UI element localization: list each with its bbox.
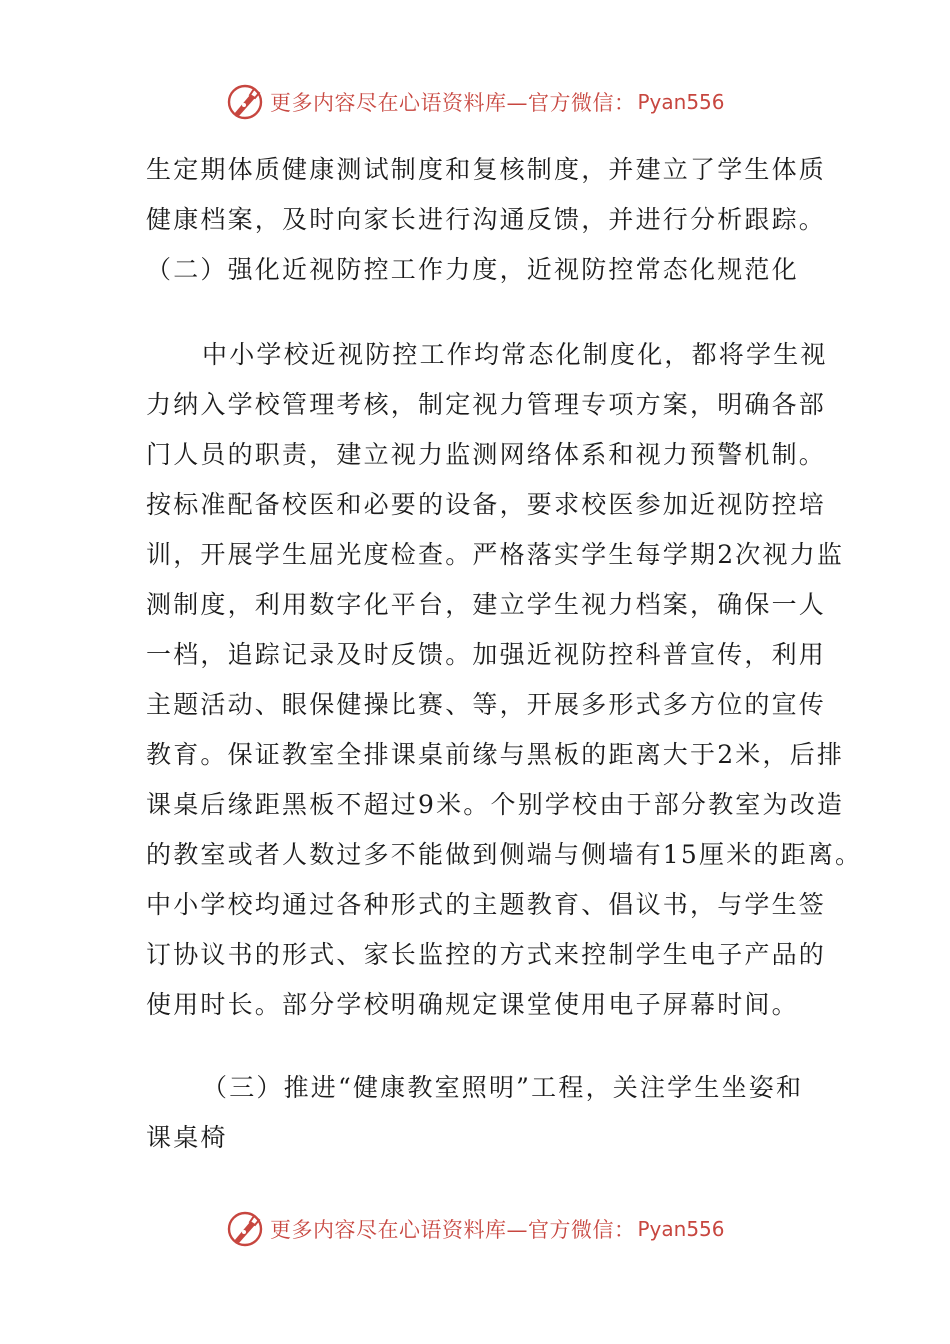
body-line: 订协议书的形式、家长监控的方式来控制学生电子产品的 (146, 940, 827, 969)
body-line: 一档，追踪记录及时反馈。加强近视防控科普宣传，利用 (146, 640, 827, 669)
heading-line: （三）推进“健康教室照明”工程，关注学生坐姿和 (202, 1073, 804, 1102)
body-line: 健康档案，及时向家长进行沟通反馈，并进行分析跟踪。 (146, 205, 827, 234)
body-line: 的教室或者人数过多不能做到侧端与侧墙有15厘米的距离。 (146, 840, 863, 869)
body-line: 教育。保证教室全排课桌前缘与黑板的距离大于2米，后排 (146, 740, 845, 769)
section-heading-3 (146, 1063, 812, 1163)
banner-slogan: 更多内容尽在心语资料库—官方微信： (270, 1218, 636, 1242)
body-line: 主题活动、眼保健操比赛、等，开展多形式多方位的宣传 (146, 690, 827, 719)
body-line: 中小学校近视防控工作均常态化制度化，都将学生视 (202, 340, 828, 369)
body-line: 门人员的职责，建立视力监测网络体系和视力预警机制。 (146, 440, 827, 469)
banner-slogan: 更多内容尽在心语资料库—官方微信： (270, 91, 636, 115)
heading-line: 课桌椅 (146, 1123, 228, 1152)
body-line: 使用时长。部分学校明确规定课堂使用电子屏幕时间。 (146, 990, 799, 1019)
body-line: 力纳入学校管理考核，制定视力管理专项方案，明确各部 (146, 390, 827, 419)
body-line: 按标准配备校医和必要的设备，要求校医参加近视防控培 (146, 490, 827, 519)
banner-wechat-id: Pyan556 (637, 1217, 725, 1241)
footer-banner (226, 1207, 725, 1251)
body-line: 测制度，利用数字化平台，建立学生视力档案，确保一人 (146, 590, 827, 619)
body-line: 中小学校均通过各种形式的主题教育、倡议书，与学生签 (146, 890, 827, 919)
section-heading-2: （二）强化近视防控工作力度，近视防控常态化规范化 (146, 255, 799, 284)
document-body (146, 145, 827, 295)
pen-nib-logo-icon (226, 83, 264, 121)
header-banner (226, 80, 725, 124)
paragraph-2 (146, 330, 863, 1030)
body-line: 生定期体质健康测试制度和复核制度，并建立了学生体质 (146, 155, 827, 184)
body-line: 训，开展学生屈光度检查。严格落实学生每学期2次视力监 (146, 540, 845, 569)
pen-nib-logo-icon (226, 1210, 264, 1248)
body-line: 课桌后缘距黑板不超过9米。个别学校由于部分教室为改造 (146, 790, 845, 819)
banner-wechat-id: Pyan556 (637, 90, 725, 114)
